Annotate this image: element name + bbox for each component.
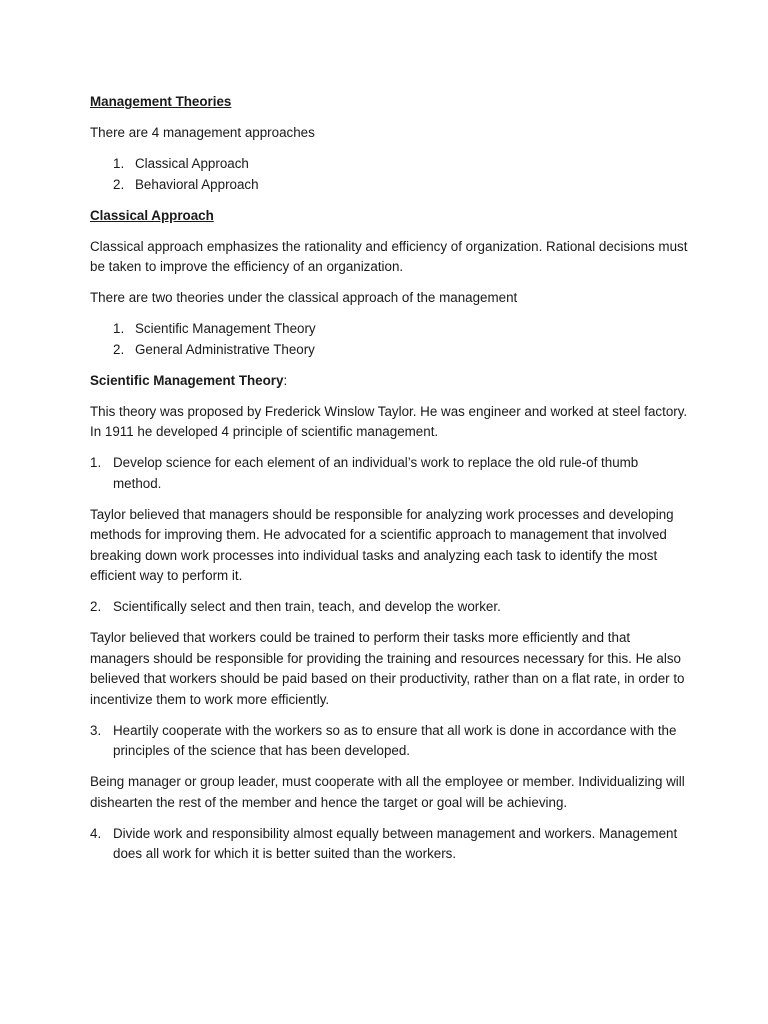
list-number: 2. [113,176,125,192]
principle-number: 2. [90,599,102,614]
list-number: 2. [113,341,125,357]
list-number: 1. [113,321,125,336]
principle-item [90,597,690,618]
principle-number: 1. [90,455,102,470]
principle-text: Scientifically select and then train, teach, and develop the worker. [113,599,501,614]
section-heading-scientific-text: Scientific Management Theory [90,372,284,388]
document-page [90,92,690,875]
principle-explanation: Taylor believed that workers could be trained to perform their tasks more efficiently and that managers should be responsible for providing the training and resources necessary for this. He also believed that workers should be paid based on their productivity, rather than on a flat rate, in order to incentivize them to work more efficiently. [90,630,685,707]
list-number: 1. [113,156,125,171]
list-item-text: Classical Approach [135,156,249,171]
principle-text: Divide work and responsibility almost equally between management and workers. Management does all work for which it is better suited than the workers. [113,825,678,861]
intro-text: There are 4 management approaches [90,125,315,140]
list-item-text: Behavioral Approach [135,176,259,192]
principle-item [90,453,690,494]
list-item [90,175,690,196]
list-item [90,340,690,361]
list-item [90,154,690,175]
list-item-text: Scientific Management Theory [135,321,316,336]
document-title: Management Theories [90,94,232,109]
theories-list [90,319,690,360]
list-item [90,319,690,340]
principle-explanation: Taylor believed that managers should be responsible for analyzing work processes and developing methods for improving them. He advocated for a scientific approach to management that involved breaking down work processes into individual tasks and analyzing each task to identify the most efficient way to perform it. [90,506,674,583]
paragraph: Classical approach emphasizes the rationality and efficiency of organization. Rational decisions must be taken to improve the efficiency of an organization. [90,238,688,274]
principle-number: 3. [90,722,102,738]
section-heading-classical: Classical Approach [90,207,214,223]
principle-item [90,824,690,865]
principle-text: Heartily cooperate with the workers so as to ensure that all work is done in accordance with the principles of the science that has been developed. [113,722,677,758]
paragraph: This theory was proposed by Frederick Winslow Taylor. He was engineer and worked at steel factory. In 1911 he developed 4 principle of scientific management. [90,403,688,439]
approaches-list [90,154,690,195]
list-item-text: General Administrative Theory [135,341,315,357]
principle-number: 4. [90,825,102,841]
principle-text: Develop science for each element of an individual’s work to replace the old rule-of thumb method. [113,455,639,491]
principle-explanation: Being manager or group leader, must cooperate with all the employee or member. Individualizing will dishearten the rest of the member and hence the target or goal will be achieving. [90,774,685,810]
section-heading-scientific [90,371,690,392]
paragraph: There are two theories under the classical approach of the management [90,290,518,305]
heading-colon: : [283,372,288,388]
principle-item [90,721,690,762]
